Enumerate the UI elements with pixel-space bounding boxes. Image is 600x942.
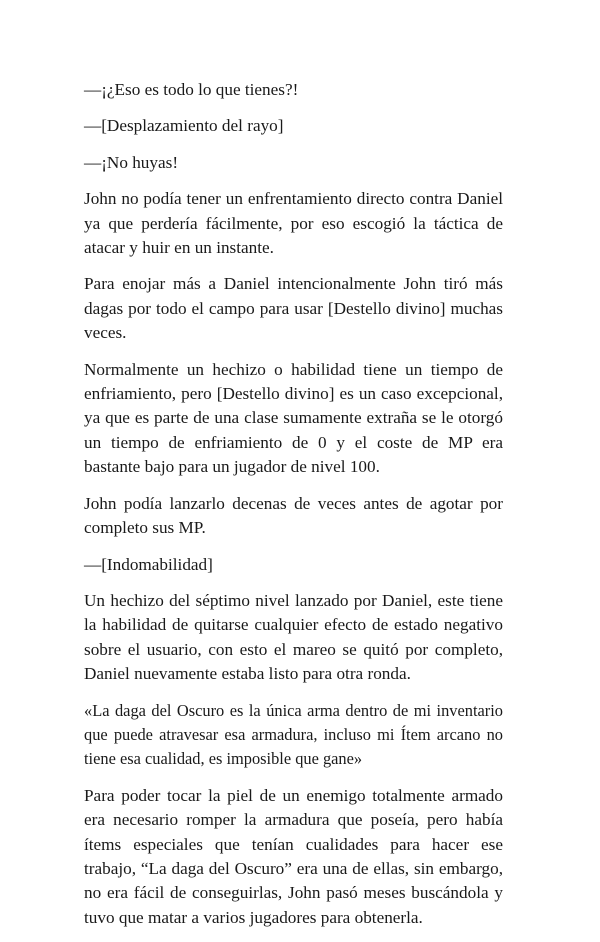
page-body-text: [84, 78, 503, 942]
narrative-paragraph: Normalmente un hechizo o habilidad tiene un tiempo de enfriamiento, pero [Destello divino] es un caso excepcional, ya que es parte de una clase sumamente extraña se le otorgó un tiempo de enfriamiento de 0 y el coste de MP era bastante bajo para un jugador de nivel 100.: [84, 359, 503, 477]
dialogue-line: —¡¿Eso es todo lo que tienes?!: [84, 80, 299, 99]
dialogue-line: —[Desplazamiento del rayo]: [84, 116, 284, 136]
narrative-paragraph: Para enojar más a Daniel intencionalmente John tiró más dagas por todo el campo para usar [Destello divino] muchas veces.: [84, 274, 503, 343]
narrative-paragraph: Un hechizo del séptimo nivel lanzado por Daniel, este tiene la habilidad de quitarse cualquier efecto de estado negativo sobre el usuario, con esto el mareo se quitó por completo, Daniel nuevamente estaba listo para otra ronda.: [84, 590, 503, 684]
narrative-paragraph: John no podía tener un enfrentamiento directo contra Daniel ya que perdería fácilmente, por eso escogió la táctica de atacar y huir en un instante.: [84, 189, 503, 258]
dialogue-line: —¡No huyas!: [84, 152, 179, 172]
dialogue-line: —[Indomabilidad]: [84, 554, 213, 574]
inner-thought-paragraph: «La daga del Oscuro es la única arma dentro de mi inventario que puede atravesar esa armadura, incluso mi Ítem arcano no tiene esa cualidad, es imposible que gane»: [84, 700, 503, 769]
narrative-paragraph: John podía lanzarlo decenas de veces antes de agotar por completo sus MP.: [84, 493, 503, 538]
narrative-paragraph: Para poder tocar la piel de un enemigo totalmente armado era necesario romper la armadura que poseía, pero había ítems especiales que tenían cualidades para hacer ese trabajo, “La daga del Oscuro” era una de ellas, sin embargo, no era fácil de conseguirlas, John pasó meses buscándola y tuvo que matar a varios jugadores para obtenerla.: [84, 785, 503, 927]
